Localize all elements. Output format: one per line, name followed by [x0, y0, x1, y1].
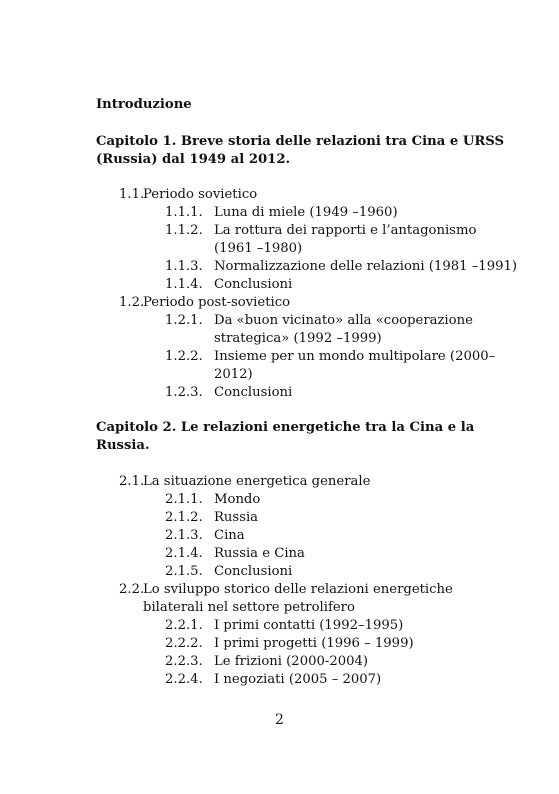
subsection-title: La rottura dei rapporti e l’antagonismo: [214, 223, 477, 238]
subsection-number: 2.1.4.: [165, 546, 203, 561]
subsection-title-continuation: (1961 –1980): [214, 241, 303, 256]
subsection-title: I primi contatti (1992–1995): [214, 618, 404, 633]
subsection-number: 1.2.2.: [165, 349, 203, 364]
subsection-title: Cina: [214, 528, 245, 543]
subsection-number: 1.2.1.: [165, 313, 203, 328]
subsection-title: Russia: [214, 510, 259, 525]
subsection-title: Luna di miele (1949 –1960): [214, 205, 398, 220]
subsection-title: Normalizzazione delle relazioni (1981 –1991): [214, 259, 518, 274]
section-number: 2.1.: [119, 474, 145, 489]
subsection-number: 1.2.3.: [165, 385, 203, 400]
subsection-number: 2.1.3.: [165, 528, 203, 543]
subsection-title: Mondo: [214, 492, 261, 507]
section-title: Periodo post-sovietico: [143, 295, 291, 310]
section-title: La situazione energetica generale: [143, 474, 371, 489]
subsection-number: 2.2.3.: [165, 654, 203, 669]
subsection-title-continuation: strategica» (1992 –1999): [214, 331, 382, 346]
section-title-continuation: bilaterali nel settore petrolifero: [143, 600, 355, 615]
chapter-1-title-line-2: (Russia) dal 1949 al 2012.: [96, 152, 291, 167]
subsection-number: 1.1.4.: [165, 277, 203, 292]
section-title: Lo sviluppo storico delle relazioni energetiche: [143, 582, 453, 597]
subsection-number: 1.1.2.: [165, 223, 203, 238]
subsection-number: 1.1.1.: [165, 205, 203, 220]
section-number: 2.2.: [119, 582, 145, 597]
subsection-number: 2.2.1.: [165, 618, 203, 633]
subsection-number: 2.1.1.: [165, 492, 203, 507]
toc-introduction: Introduzione: [96, 97, 192, 112]
section-number: 1.1.: [119, 187, 145, 202]
subsection-number: 1.1.3.: [165, 259, 203, 274]
subsection-title: Le frizioni (2000-2004): [214, 654, 369, 669]
subsection-number: 2.2.2.: [165, 636, 203, 651]
subsection-number: 2.1.5.: [165, 564, 203, 579]
section-title: Periodo sovietico: [143, 187, 258, 202]
subsection-number: 2.1.2.: [165, 510, 203, 525]
chapter-2-title-line-1: Capitolo 2. Le relazioni energetiche tra la Cina e la: [96, 420, 475, 435]
subsection-title: Insieme per un mondo multipolare (2000–: [214, 349, 496, 364]
chapter-1-title-line-1: Capitolo 1. Breve storia delle relazioni tra Cina e URSS: [96, 134, 505, 149]
subsection-title: I negoziati (2005 – 2007): [214, 672, 382, 687]
subsection-title-continuation: 2012): [214, 367, 253, 382]
subsection-title: I primi progetti (1996 – 1999): [214, 636, 414, 651]
chapter-2-title-line-2: Russia.: [96, 438, 150, 453]
page-number: 2: [275, 712, 284, 728]
subsection-title: Conclusioni: [214, 564, 293, 579]
subsection-title: Conclusioni: [214, 385, 293, 400]
subsection-title: Conclusioni: [214, 277, 293, 292]
subsection-number: 2.2.4.: [165, 672, 203, 687]
subsection-title: Da «buon vicinato» alla «cooperazione: [214, 313, 473, 328]
subsection-title: Russia e Cina: [214, 546, 305, 561]
section-number: 1.2.: [119, 295, 145, 310]
